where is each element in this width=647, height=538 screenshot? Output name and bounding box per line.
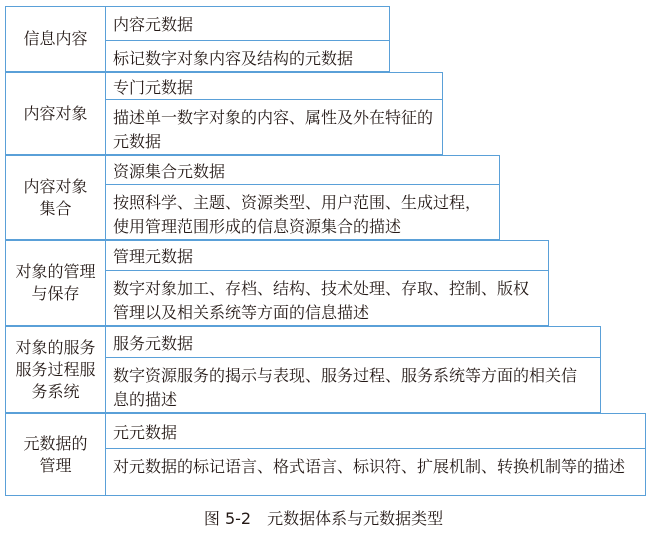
metadata-type: 专门元数据 — [106, 73, 442, 100]
metadata-description: 数字对象加工、存档、结构、技术处理、存取、控制、版权管理以及相关系统等方面的信息描述 — [113, 279, 530, 322]
row-object-service — [5, 326, 601, 413]
row-content-object-collection — [5, 155, 500, 240]
metadata-type: 服务元数据 — [106, 327, 600, 358]
row-label — [6, 7, 106, 71]
row-label-text: 对象的服务服务过程服务系统 — [15, 337, 96, 401]
row-label-text: 内容对象集合 — [23, 176, 88, 218]
metadata-description: 标记数字对象内容及结构的元数据 — [113, 49, 354, 68]
metadata-type: 管理元数据 — [106, 241, 548, 271]
row-label — [6, 241, 106, 325]
metadata-description: 按照科学、主题、资源类型、用户范围、生成过程，使用管理范围形成的信息资源集合的描述 — [113, 193, 482, 236]
row-object-management-preservation — [5, 240, 549, 326]
metadata-description: 对元数据的标记语言、格式语言、标识符、扩展机制、转换机制等的描述 — [113, 457, 626, 476]
row-content — [106, 327, 600, 412]
row-metadata-management — [5, 413, 646, 496]
row-label — [6, 156, 106, 239]
row-label — [6, 73, 106, 154]
row-label-text: 元数据的管理 — [23, 433, 88, 475]
metadata-description: 数字资源服务的揭示与表现、服务过程、服务系统等方面的相关信息的描述 — [113, 366, 578, 409]
metadata-type: 内容元数据 — [106, 7, 389, 41]
row-label-text: 内容对象 — [23, 103, 88, 123]
row-information-content — [5, 6, 390, 72]
row-content — [106, 241, 548, 325]
row-content — [106, 156, 499, 239]
metadata-type: 元元数据 — [106, 414, 645, 449]
row-label — [6, 327, 106, 412]
metadata-description: 描述单一数字对象的内容、属性及外在特征的元数据 — [113, 108, 434, 151]
row-content — [106, 73, 442, 154]
row-content — [106, 414, 645, 495]
row-label-text: 对象的管理与保存 — [15, 262, 96, 303]
figure-caption: 图 5-2 元数据体系与元数据类型 — [203, 509, 444, 528]
row-label — [6, 414, 106, 495]
metadata-type: 资源集合元数据 — [106, 156, 499, 185]
row-label-text: 信息内容 — [23, 29, 88, 48]
row-content — [106, 7, 389, 71]
row-content-object — [5, 72, 443, 155]
